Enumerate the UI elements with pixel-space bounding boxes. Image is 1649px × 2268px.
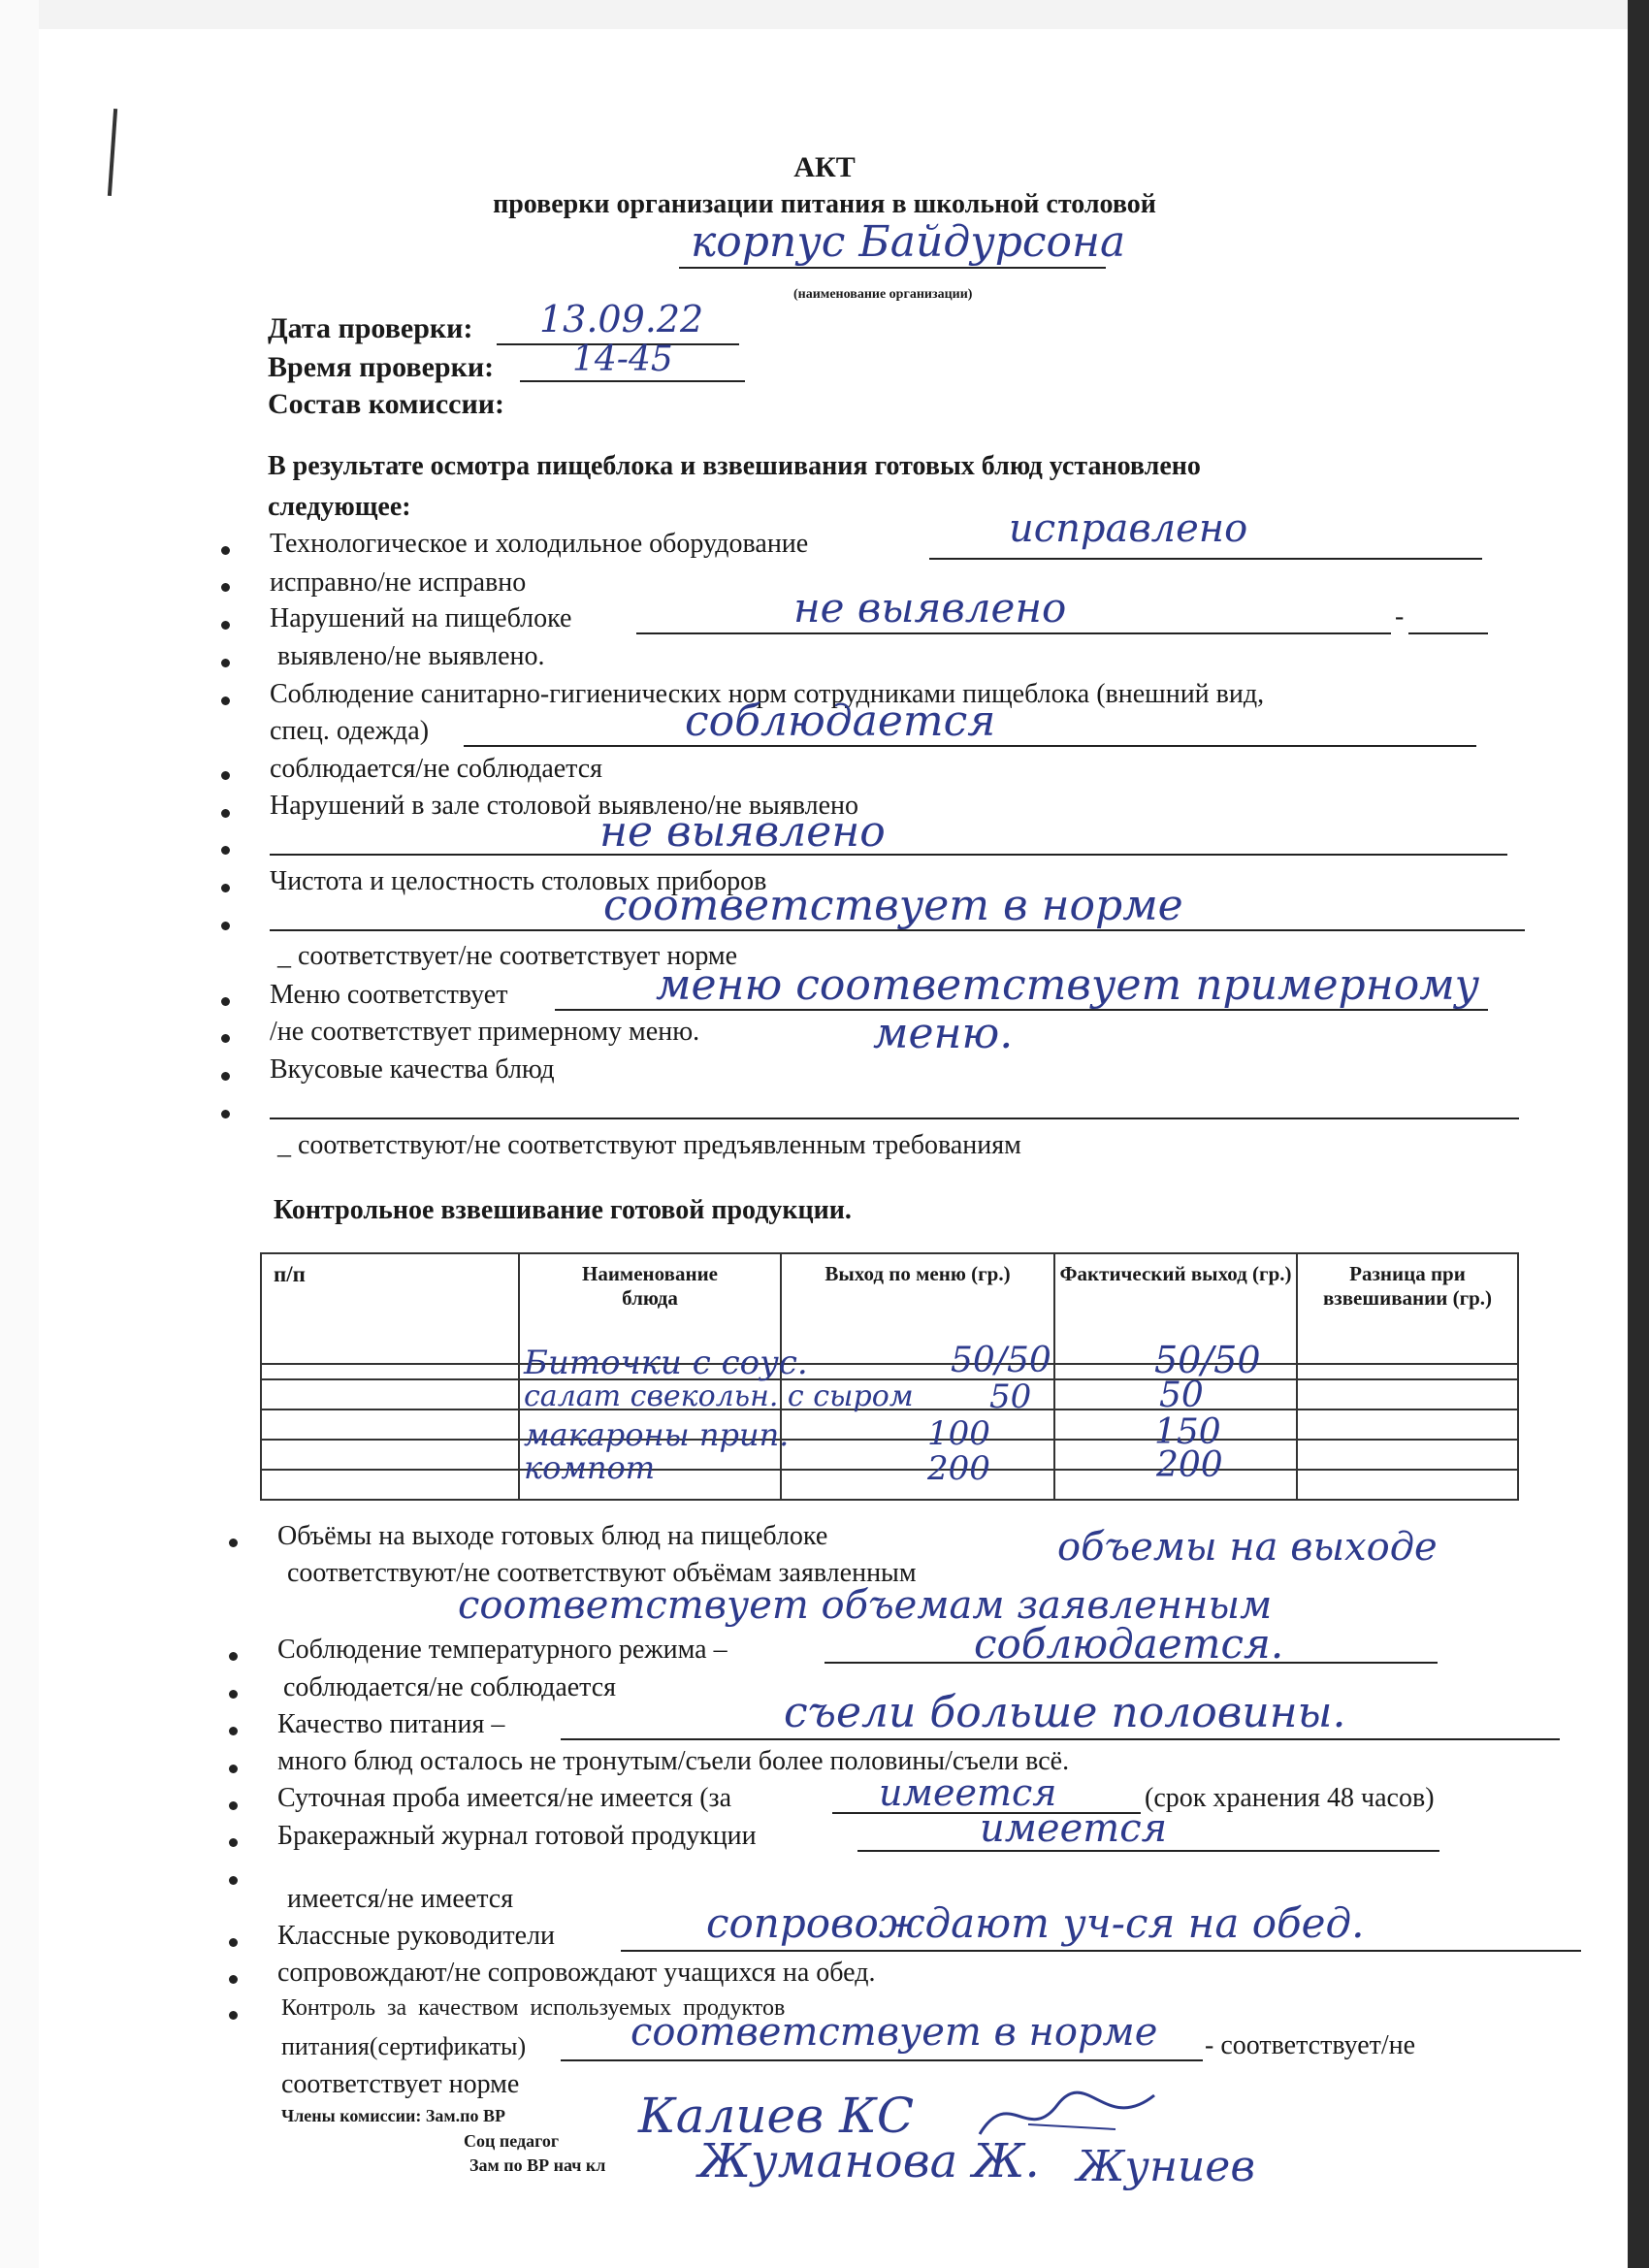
bullet xyxy=(221,1110,230,1118)
control-suffix: - соответствует/не xyxy=(1205,2030,1416,2060)
organization-handwritten: корпус Байдурсона xyxy=(691,217,1126,267)
row1-actual: 50/50 xyxy=(1154,1339,1261,1381)
bullet xyxy=(221,697,230,705)
quality-value: съели больше половины. xyxy=(784,1688,1346,1737)
bullet xyxy=(221,771,230,780)
bullet xyxy=(221,997,230,1006)
equipment-underline xyxy=(929,558,1482,560)
date-label: Дата проверки: xyxy=(268,312,473,344)
journal-label: Бракеражный журнал готовой продукции xyxy=(277,1821,757,1851)
temperature-label: Соблюдение температурного режима – xyxy=(277,1635,728,1665)
row4-name: компот xyxy=(524,1449,656,1486)
weighing-table xyxy=(260,1252,1519,1501)
menu-options: /не соответствует примерному меню. xyxy=(270,1017,700,1047)
row2-actual: 50 xyxy=(1159,1376,1204,1415)
journal-value: имеется xyxy=(980,1806,1168,1851)
violations-kitchen-dash: - xyxy=(1395,601,1405,632)
menu-value-line2: меню. xyxy=(873,1009,1014,1058)
teachers-label: Классные руководители xyxy=(277,1921,556,1951)
inspection-intro-line1: В результате осмотра пищеблока и взвешивания готовых блюд установлено xyxy=(268,451,1201,481)
row4-menu: 200 xyxy=(927,1449,990,1488)
control-line3: соответствует норме xyxy=(281,2069,520,2099)
table-spacer-row xyxy=(261,1364,1518,1379)
bullet xyxy=(229,1539,238,1547)
header-difference: Разница при взвешивании (гр.) xyxy=(1297,1253,1518,1364)
bullet xyxy=(221,922,230,930)
document-title: АКТ xyxy=(793,151,856,183)
scan-left-edge xyxy=(0,0,39,2268)
row2-name: салат свекольн. с сыром xyxy=(524,1379,914,1413)
bullet xyxy=(229,1876,238,1885)
violations-kitchen-options: выявлено/не выявлено. xyxy=(277,641,545,671)
bullet xyxy=(229,1838,238,1847)
sample-value: имеется xyxy=(879,1771,1057,1814)
sample-suffix: (срок хранения 48 часов) xyxy=(1145,1783,1435,1813)
volumes-line2: соответствуют/не соответствуют объёмам заявленным xyxy=(287,1558,917,1588)
taste-options: _ соответствуют/не соответствуют предъявленным требованиям xyxy=(277,1130,1021,1160)
violations-kitchen-underline xyxy=(636,632,1391,634)
control-line1: Контроль за качеством используемых продуктов xyxy=(281,1995,786,2021)
time-label: Время проверки: xyxy=(268,351,495,383)
table-row xyxy=(261,1409,1518,1440)
row4-actual: 200 xyxy=(1156,1445,1223,1485)
bullet xyxy=(221,1072,230,1081)
equipment-value: исправлено xyxy=(1009,506,1248,551)
row2-menu: 50 xyxy=(989,1377,1032,1416)
bullet xyxy=(221,1034,230,1043)
violations-kitchen-underline-2 xyxy=(1408,632,1488,634)
bullet xyxy=(229,2011,238,2020)
bullet xyxy=(221,884,230,892)
bullet xyxy=(229,1690,238,1699)
cutlery-label: Чистота и целостность столовых приборов xyxy=(270,866,767,896)
commission-label: Состав комиссии: xyxy=(268,388,505,420)
bullet xyxy=(229,1975,238,1984)
sanitary-label-line2: спец. одежда) xyxy=(270,716,430,746)
signature-1: Калиев КС xyxy=(638,2088,915,2144)
taste-underline xyxy=(270,1118,1519,1119)
row1-menu: 50/50 xyxy=(951,1341,1051,1380)
bullet xyxy=(221,546,230,555)
bullet xyxy=(229,1801,238,1810)
temperature-value: соблюдается. xyxy=(974,1620,1284,1668)
weighing-title: Контрольное взвешивание готовой продукции. xyxy=(274,1195,852,1225)
volumes-value-line2: соответствует объемам заявленным xyxy=(458,1583,1273,1628)
bullet xyxy=(221,583,230,592)
row1-name: Биточки с соус. xyxy=(524,1344,808,1382)
header-actual-output: Фактический выход (гр.) xyxy=(1054,1253,1297,1364)
teachers-value: сопровождают уч-ся на обед. xyxy=(706,1899,1365,1947)
organization-caption: (наименование организации) xyxy=(793,287,973,302)
equipment-label: Технологическое и холодильное оборудование xyxy=(270,529,809,559)
control-label2: питания(сертификаты) xyxy=(281,2032,527,2060)
organization-underline xyxy=(679,267,1106,269)
quality-label: Качество питания – xyxy=(277,1709,505,1739)
bullet xyxy=(221,659,230,667)
hall-violations-underline xyxy=(270,854,1507,856)
equipment-options: исправно/не исправно xyxy=(270,567,527,598)
bullet xyxy=(221,809,230,818)
table-header-row xyxy=(261,1253,1518,1364)
volumes-value-line1: объемы на выходе xyxy=(1057,1525,1438,1570)
date-value: 13.09.22 xyxy=(539,298,704,340)
inspection-intro-line2: следующее: xyxy=(268,492,411,522)
deputy-label: Зам по ВР нач кл xyxy=(469,2155,606,2175)
menu-label: Меню соответствует xyxy=(270,980,508,1010)
violations-kitchen-value: не выявлено xyxy=(793,584,1067,632)
violations-kitchen-label: Нарушений на пищеблоке xyxy=(270,603,572,633)
hall-violations-value: не выявлено xyxy=(599,807,886,857)
hall-violations-label: Нарушений в зале столовой выявлено/не выявлено xyxy=(270,791,858,821)
teachers-options: сопровождают/не сопровождают учащихся на обед. xyxy=(277,1958,876,1988)
volumes-line1: Объёмы на выходе готовых блюд на пищеблоке xyxy=(277,1521,828,1551)
temperature-options: соблюдается/не соблюдается xyxy=(283,1672,617,1702)
row3-actual: 150 xyxy=(1154,1412,1221,1452)
header-number: п/п xyxy=(261,1253,519,1364)
cutlery-value: соответствует в норме xyxy=(603,881,1183,930)
scan-right-edge xyxy=(1628,0,1649,2268)
sanitary-label-line1: Соблюдение санитарно-гигиенических норм сотрудниками пищеблока (внешний вид, xyxy=(270,679,1265,709)
scan-top-edge xyxy=(0,0,1649,29)
signature-3: Жуниев xyxy=(1077,2142,1255,2191)
sanitary-value: соблюдается xyxy=(685,697,996,746)
time-value: 14-45 xyxy=(572,340,673,379)
row3-menu: 100 xyxy=(927,1414,990,1453)
teachers-underline xyxy=(621,1950,1581,1952)
quality-underline xyxy=(561,1738,1560,1740)
bullet xyxy=(229,1765,238,1773)
signature-2: Жуманова Ж. xyxy=(698,2134,1040,2188)
control-value: соответствует в норме xyxy=(630,2010,1158,2055)
menu-value-line1: меню соответствует примерному xyxy=(656,960,1480,1010)
header-dish-name: Наименование блюда xyxy=(519,1253,781,1364)
taste-label: Вкусовые качества блюд xyxy=(270,1054,555,1085)
journal-options: имеется/не имеется xyxy=(287,1884,514,1914)
table-row xyxy=(261,1470,1518,1500)
cutlery-options: _ соответствует/не соответствует норме xyxy=(277,941,738,971)
social-teacher-label: Соц педагог xyxy=(464,2131,559,2151)
time-underline xyxy=(520,380,745,382)
members-label: Члены комиссии: Зам.по ВР xyxy=(281,2106,505,2125)
sample-label: Суточная проба имеется/не имеется (за xyxy=(277,1783,732,1813)
document-subtitle: проверки организации питания в школьной столовой xyxy=(493,189,1156,219)
bullet xyxy=(229,1652,238,1661)
quality-options: много блюд осталось не тронутым/съели более половины/съели всё. xyxy=(277,1746,1070,1776)
row3-name: макароны прип. xyxy=(524,1416,790,1453)
bullet xyxy=(221,846,230,855)
table-row xyxy=(261,1440,1518,1470)
sanitary-options: соблюдается/не соблюдается xyxy=(270,754,603,784)
header-menu-output: Выход по меню (гр.) xyxy=(781,1253,1054,1364)
control-underline xyxy=(561,2059,1203,2061)
bullet xyxy=(229,1727,238,1735)
bullet xyxy=(229,1938,238,1947)
bullet xyxy=(221,621,230,630)
